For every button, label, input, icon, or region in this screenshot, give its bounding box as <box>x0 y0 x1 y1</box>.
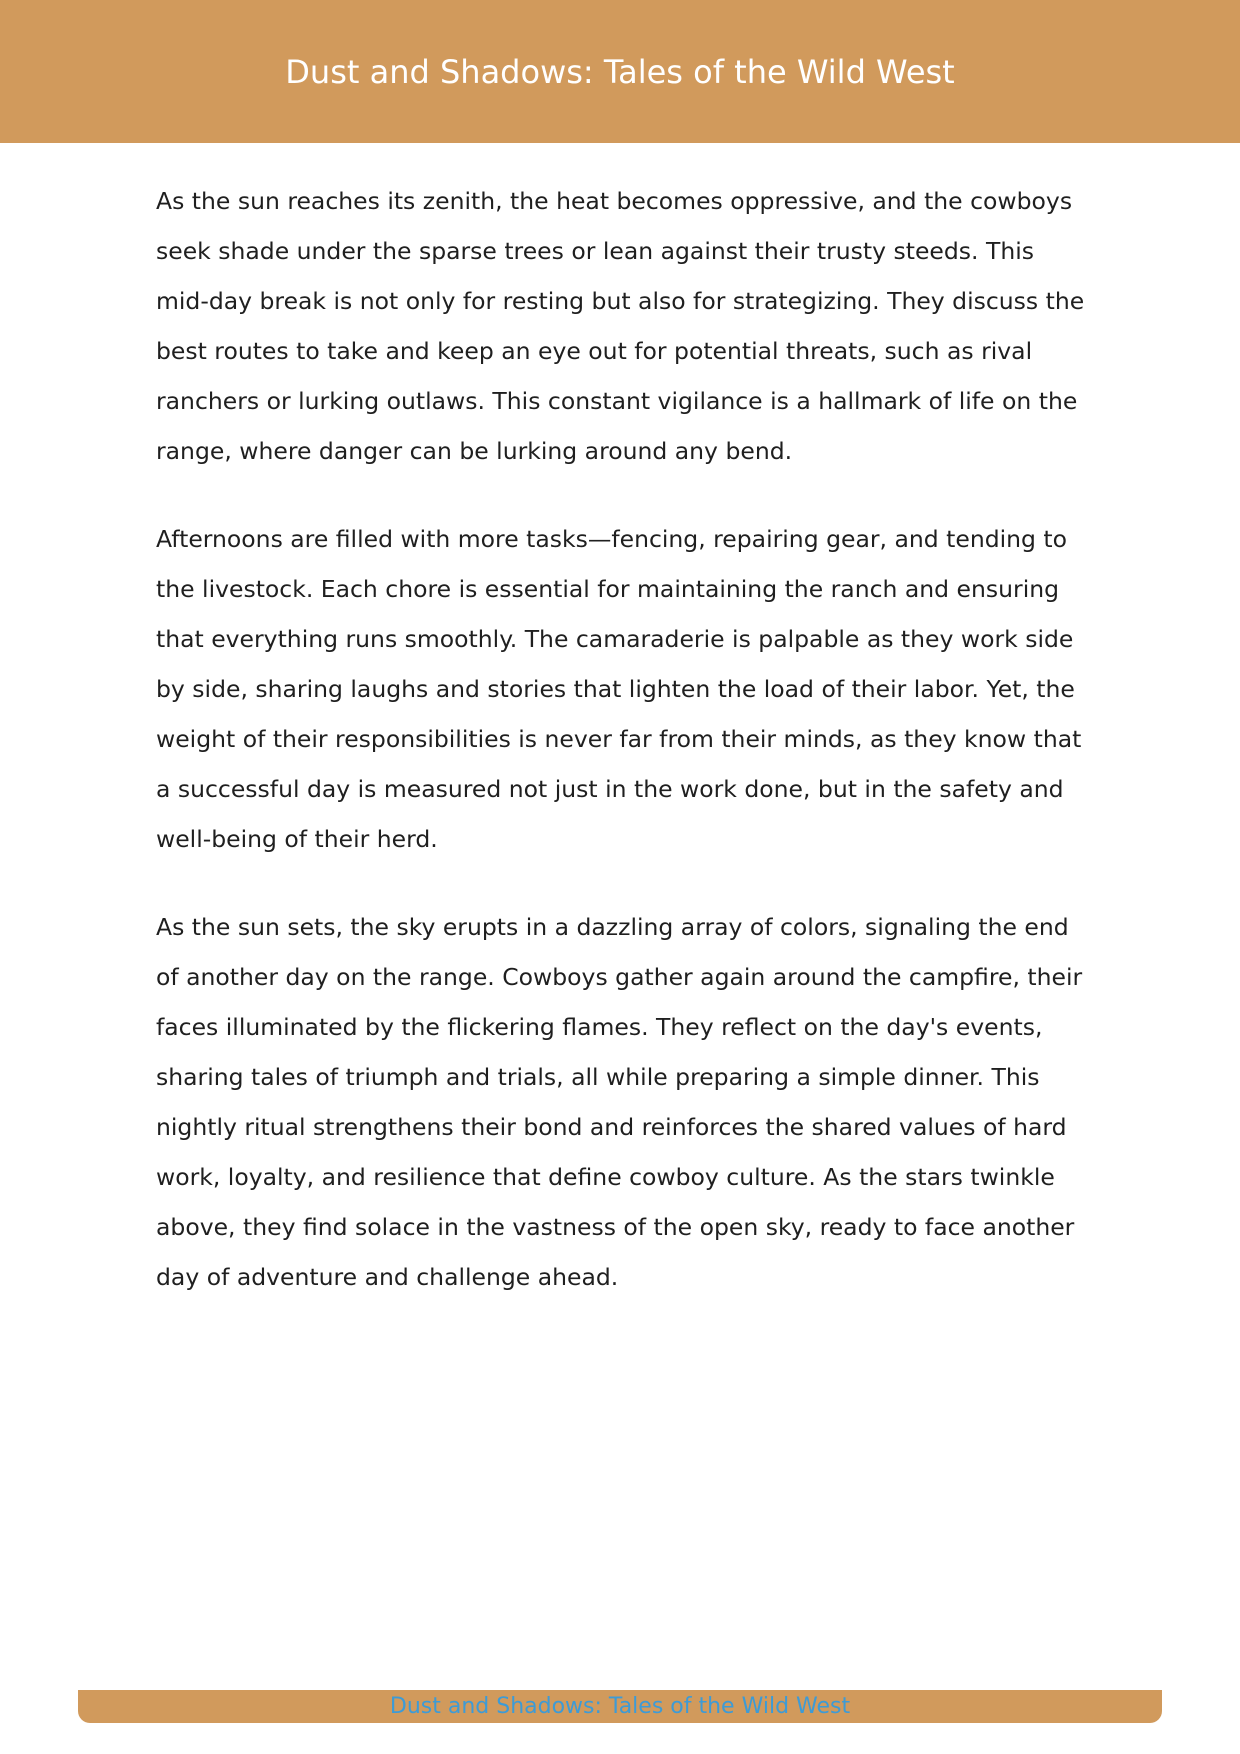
article-body <box>156 176 1086 1340</box>
paragraph-afternoon: Afternoons are filled with more tasks—fencing, repairing gear, and tending to the livestock. Each chore is essential for maintaining the ranch and ensuring that everything runs smoothly. The camaraderie is palpable as they work side by side, sharing laughs and stories that lighten the load of their labor. Yet, the weight of their responsibilities is never far from their minds, as they know that a successful day is measured not just in the work done, but in the safety and well-being of their herd. <box>156 525 1082 853</box>
page-footer <box>78 1690 1162 1723</box>
paragraph-midday: As the sun reaches its zenith, the heat becomes oppressive, and the cowboys seek shade under the sparse trees or lean against their trusty steeds. This mid-day break is not only for resting but also for strategizing. They discuss the best routes to take and keep an eye out for potential threats, such as rival ranchers or lurking outlaws. This constant vigilance is a hallmark of life on the range, where danger can be lurking around any bend. <box>156 187 1085 465</box>
header-title: Dust and Shadows: Tales of the Wild West <box>285 53 955 91</box>
paragraph-sunset: As the sun sets, the sky erupts in a dazzling array of colors, signaling the end of another day on the range. Cowboys gather again around the campfire, their faces illuminated by the flickering flames. They reflect on the day's events, sharing tales of triumph and trials, all while preparing a simple dinner. This nightly ritual strengthens their bond and reinforces the shared values of hard work, loyalty, and resilience that define cowboy culture. As the stars twinkle above, they find solace in the vastness of the open sky, ready to face another day of adventure and challenge ahead. <box>156 913 1083 1291</box>
footer-title: Dust and Shadows: Tales of the Wild West <box>389 1694 851 1719</box>
page-header <box>0 0 1240 143</box>
